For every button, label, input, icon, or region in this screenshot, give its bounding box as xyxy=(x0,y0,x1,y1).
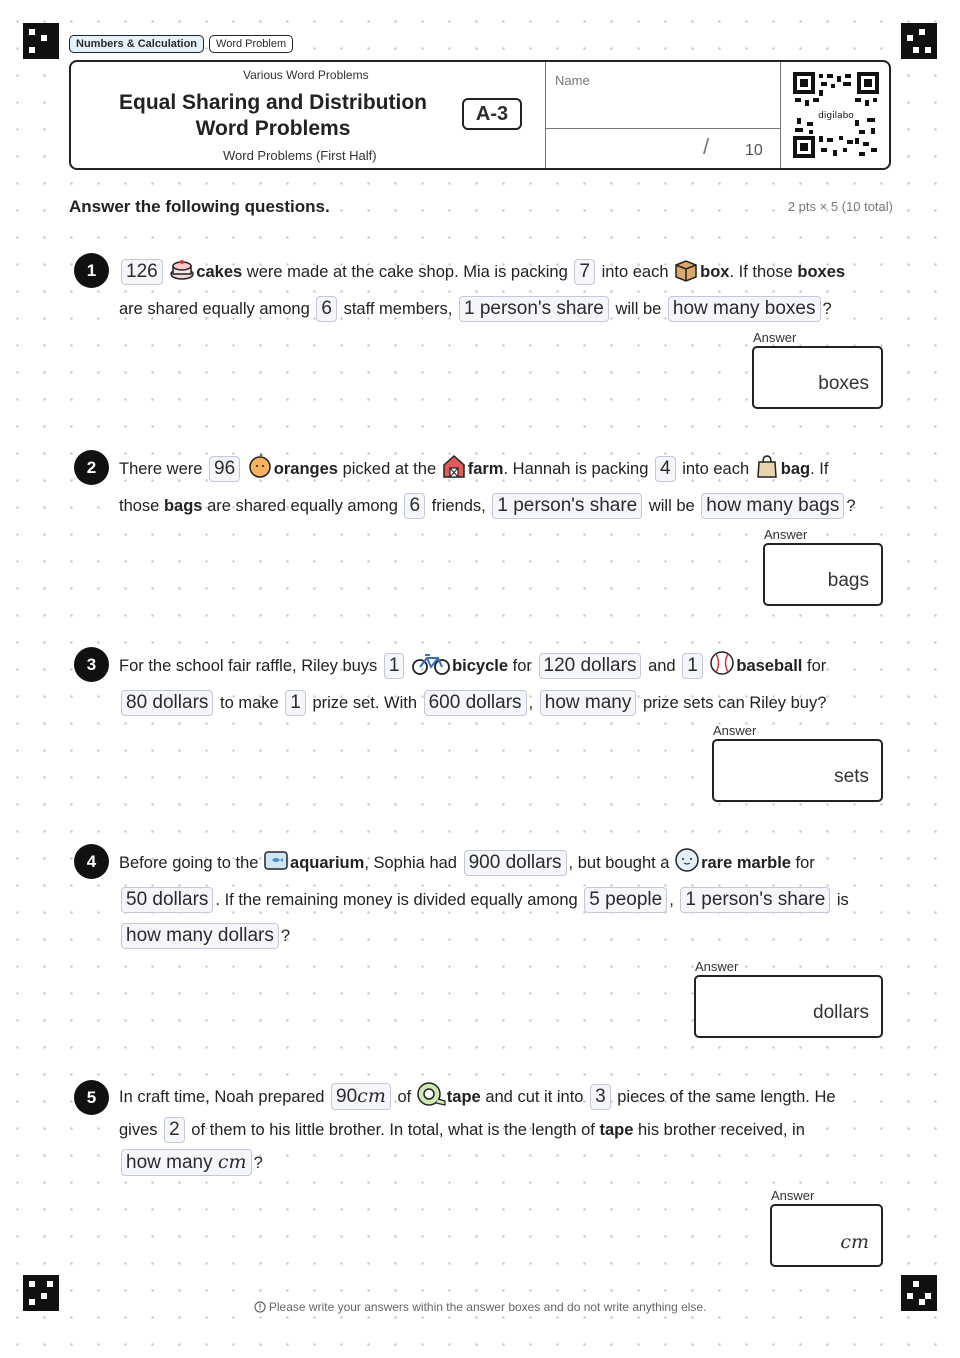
value-box: 80 dollars xyxy=(121,690,213,716)
question-number: 4 xyxy=(74,844,109,879)
orange-icon xyxy=(247,453,273,479)
question-box: how many xyxy=(540,690,637,716)
question-number: 1 xyxy=(74,253,109,288)
corner-marker-top-left xyxy=(23,23,59,59)
answer-unit: sets xyxy=(834,766,869,787)
value-box: 126 xyxy=(121,259,163,285)
points-info: 2 pts × 5 (10 total) xyxy=(787,199,893,214)
value-box: 900 dollars xyxy=(464,850,567,876)
value-box: 1 person's share xyxy=(680,887,830,913)
answer-unit: cm xyxy=(840,1231,869,1253)
worksheet-header xyxy=(69,60,891,170)
value-box: 2 xyxy=(164,1117,185,1143)
marble-icon xyxy=(674,847,700,873)
value-box: 7 xyxy=(574,259,595,285)
answer-box-2[interactable] xyxy=(763,543,883,606)
answer-unit: boxes xyxy=(818,373,869,394)
box-icon xyxy=(673,256,699,282)
corner-marker-top-right xyxy=(901,23,937,59)
score-slash: / xyxy=(703,134,710,159)
question-box: how many cm xyxy=(121,1149,252,1176)
category-tag: Numbers & Calculation xyxy=(69,35,204,53)
value-box: 90cm xyxy=(331,1083,391,1110)
worksheet-subtitle: Word Problems (First Half) xyxy=(223,148,377,163)
question-box: how many dollars xyxy=(121,923,279,949)
value-box: 1 xyxy=(384,653,405,679)
answer-unit: dollars xyxy=(813,1002,869,1023)
question-box: how many bags xyxy=(701,493,844,519)
answer-label: Answer xyxy=(771,1188,815,1203)
divider xyxy=(780,62,781,168)
value-box: 120 dollars xyxy=(539,653,642,679)
question-4-text: Before going to the aquarium, Sophia had 900 dollars , but bought a rare marble for 50 dollars . If the remaining money is divided equally among 5 people , 1 person's share is how many dollars ? xyxy=(119,845,899,955)
instructions: Answer the following questions. xyxy=(69,197,330,216)
value-box: 1 xyxy=(285,690,306,716)
answer-box-5[interactable] xyxy=(770,1204,883,1267)
question-number: 3 xyxy=(74,647,109,682)
value-box: 1 person's share xyxy=(459,296,609,322)
answer-label: Answer xyxy=(753,330,797,345)
qr-code-icon xyxy=(793,72,879,158)
category-tags xyxy=(69,35,293,53)
name-field-label: Name xyxy=(555,73,590,88)
bag-icon xyxy=(754,453,780,479)
answer-label: Answer xyxy=(764,527,808,542)
answer-label: Answer xyxy=(695,959,739,974)
bicycle-icon xyxy=(411,650,451,676)
divider xyxy=(545,62,546,168)
cake-icon xyxy=(169,256,195,282)
question-number: 5 xyxy=(74,1080,109,1115)
series-title: Various Word Problems xyxy=(243,68,369,82)
baseball-icon xyxy=(709,650,735,676)
aquarium-icon xyxy=(263,847,289,873)
question-2-text: There were 96 oranges picked at the farm. Hannah is packing 4 into each bag. If those bags are shared equally among 6 friends, 1 person's share will be how many bags ? xyxy=(119,451,899,524)
answer-box-1[interactable] xyxy=(752,346,883,409)
answer-box-4[interactable] xyxy=(694,975,883,1038)
value-box: 600 dollars xyxy=(424,690,527,716)
value-box: 1 xyxy=(682,653,703,679)
svg-text:digilabo: digilabo xyxy=(818,111,854,121)
info-icon xyxy=(254,1301,266,1313)
question-number: 2 xyxy=(74,450,109,485)
worksheet-code: A-3 xyxy=(462,98,522,130)
value-box: 6 xyxy=(404,493,425,519)
value-box: 5 people xyxy=(584,887,667,913)
question-3-text: For the school fair raffle, Riley buys 1 bicycle for 120 dollars and 1 baseball for 80 dollars to make 1 prize set. With 600 dollars , how many prize sets can Riley buy? xyxy=(119,648,899,721)
value-box: 50 dollars xyxy=(121,887,213,913)
answer-unit: bags xyxy=(827,570,869,591)
value-box: 1 person's share xyxy=(492,493,642,519)
answer-box-3[interactable] xyxy=(712,739,883,802)
footer-note: Please write your answers within the answer boxes and do not write anything else. xyxy=(0,1300,960,1314)
value-box: 96 xyxy=(209,456,240,482)
tape-icon xyxy=(416,1081,446,1107)
value-box: 3 xyxy=(590,1084,611,1110)
value-box: 6 xyxy=(316,296,337,322)
divider xyxy=(545,128,780,129)
question-1-text: 126 cakes were made at the cake shop. Mia is packing 7 into each box. If those boxes are shared equally among 6 staff members, 1 person's share will be how many boxes ? xyxy=(119,254,899,327)
answer-label: Answer xyxy=(713,723,757,738)
score-total: 10 xyxy=(745,142,763,159)
question-5-text: In craft time, Noah prepared 90cm of tape and cut it into 3 pieces of the same length. He gives 2 of them to his little brother. In total, what is the length of tape his brother received, in how many cm ? xyxy=(119,1081,899,1180)
type-tag: Word Problem xyxy=(209,35,293,53)
worksheet-title: Equal Sharing and Distribution Word Problems xyxy=(118,91,427,140)
question-box: how many boxes xyxy=(668,296,821,322)
value-box: 4 xyxy=(655,456,676,482)
farm-icon xyxy=(441,453,467,479)
